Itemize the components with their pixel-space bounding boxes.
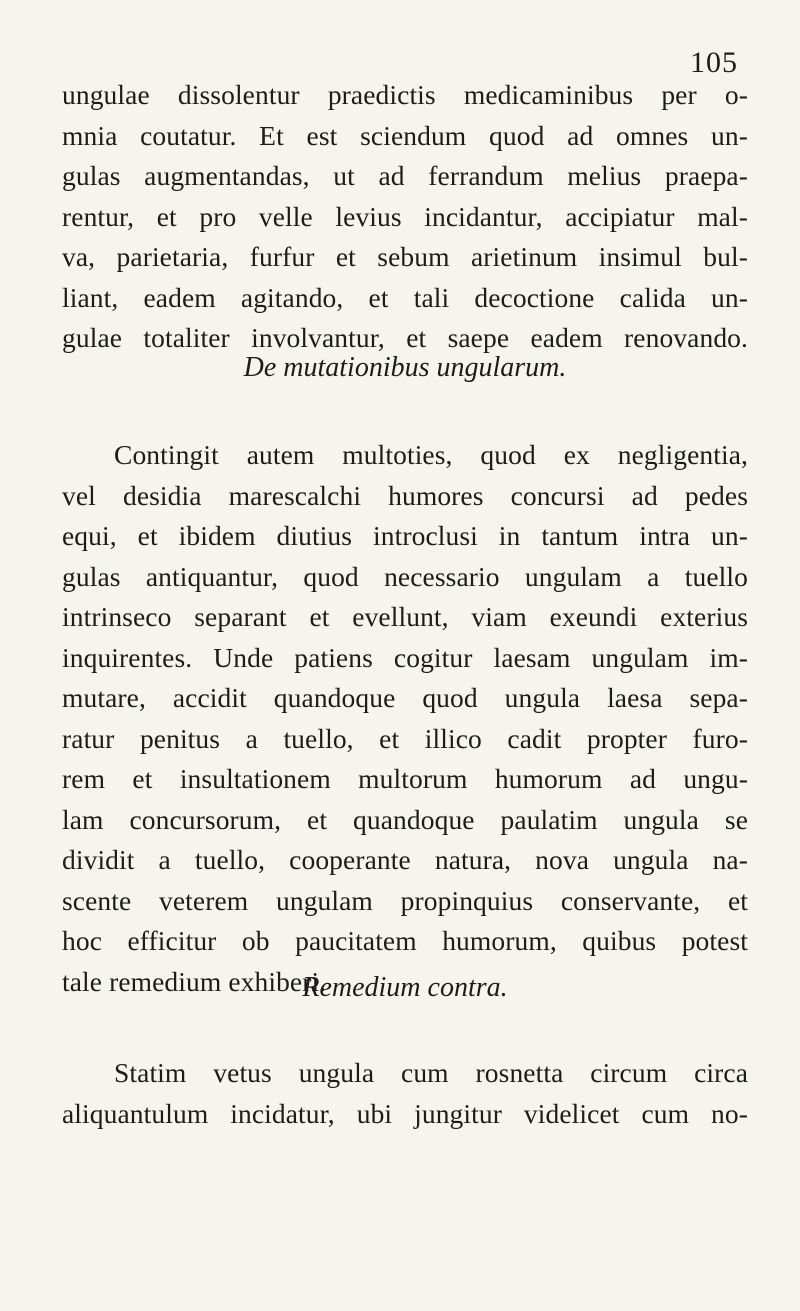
text-line: scente veterem ungulam propinquius conservante, et xyxy=(62,884,748,916)
section-heading-mutationibus: De mutationibus ungularum. xyxy=(243,352,567,383)
text-line: va, parietaria, furfur et sebum arietinum insimul bul- xyxy=(62,241,748,272)
paragraph-ungulae xyxy=(62,75,748,359)
text-line: dividit a tuello, cooperante natura, nova ungula na- xyxy=(62,844,748,875)
text-line: inquirentes. Unde patiens cogitur laesam ungulam im- xyxy=(62,641,748,673)
text-line: vel desidia marescalchi humores concursi ad pedes xyxy=(62,479,748,511)
paragraph-statim xyxy=(62,1053,748,1134)
text-line: gulae totaliter involvantur, et saepe eadem renovando. xyxy=(62,322,748,353)
text-line: Statim vetus ungula cum rosnetta circum circa xyxy=(114,1057,748,1088)
text-line: intrinseco separant et evellunt, viam exeundi exterius xyxy=(62,601,748,632)
text-line: tale remedium exhiberi. xyxy=(62,965,327,997)
page-number: 105 xyxy=(690,46,738,79)
text-line: gulas antiquantur, quod necessario ungulam a tuello xyxy=(62,560,748,592)
text-line: mnia coutatur. Et est sciendum quod ad omnes un- xyxy=(62,119,748,151)
text-line: rem et insultationem multorum humorum ad ungu- xyxy=(62,763,748,794)
text-line: Contingit autem multoties, quod ex negligentia, xyxy=(114,439,748,470)
section-heading-remedium: Remedium contra. xyxy=(302,972,508,1003)
text-line: mutare, accidit quandoque quod ungula laesa sepa- xyxy=(62,682,748,713)
text-line: rentur, et pro velle levius incidantur, accipiatur mal- xyxy=(62,200,748,232)
text-line: liant, eadem agitando, et tali decoctione calida un- xyxy=(62,281,748,313)
text-line: gulas augmentandas, ut ad ferrandum melius praepa- xyxy=(62,160,748,191)
text-line: equi, et ibidem diutius introclusi in tantum intra un- xyxy=(62,520,748,551)
text-line: aliquantulum incidatur, ubi jungitur videlicet cum no- xyxy=(62,1097,748,1129)
paragraph-contingit xyxy=(62,435,748,1002)
text-line: hoc efficitur ob paucitatem humorum, quibus potest xyxy=(62,925,748,956)
text-line: ratur penitus a tuello, et illico cadit propter furo- xyxy=(62,722,748,754)
text-line: ungulae dissolentur praedictis medicaminibus per o- xyxy=(62,79,748,110)
text-line: lam concursorum, et quandoque paulatim ungula se xyxy=(62,803,748,835)
